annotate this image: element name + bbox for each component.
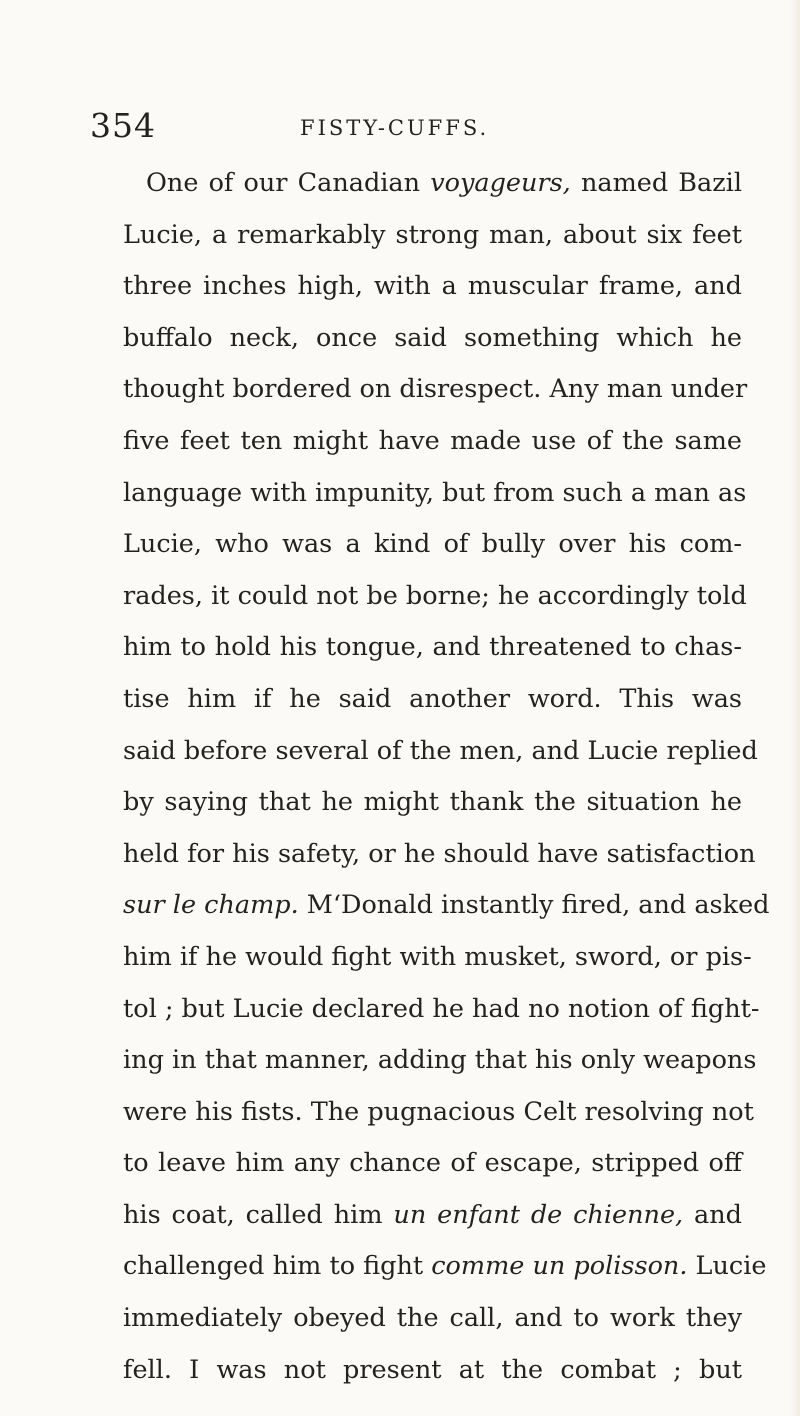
text-line bbox=[123, 519, 742, 571]
text-line bbox=[123, 571, 747, 623]
text-run: held for his safety, or he should have satisfaction bbox=[123, 838, 756, 869]
text-line bbox=[123, 1345, 742, 1397]
text-run: buffalo neck, once said something which he bbox=[123, 322, 742, 353]
text-line bbox=[123, 932, 752, 984]
text-run: tol ; but Lucie declared he had no notion of fight- bbox=[123, 993, 760, 1024]
text-run: challenged him to fight bbox=[123, 1251, 432, 1282]
text-run: three inches high, with a muscular frame, and bbox=[123, 271, 742, 302]
text-run: language with impunity, but from such a man as bbox=[123, 477, 747, 508]
text-run: said before several of the men, and Lucie replied bbox=[123, 735, 758, 766]
italic-phrase: comme un polisson. bbox=[431, 1251, 688, 1282]
italic-phrase: un enfant de chienne, bbox=[393, 1199, 684, 1230]
text-line bbox=[123, 880, 770, 932]
text-run: tise him if he said another word. This was bbox=[123, 683, 742, 714]
text-run: ing in that manner, adding that his only weapons bbox=[123, 1045, 757, 1076]
text-line bbox=[123, 210, 742, 262]
page-number: 354 bbox=[90, 106, 156, 145]
text-line bbox=[123, 1138, 742, 1190]
text-run: thought bordered on disrespect. Any man under bbox=[123, 374, 748, 405]
text-run: fell. I was not present at the combat ; but bbox=[123, 1354, 742, 1385]
text-line bbox=[123, 364, 748, 416]
text-run: his coat, called him bbox=[123, 1199, 394, 1230]
text-run: immediately obeyed the call, and to work they bbox=[123, 1303, 742, 1334]
text-run: and bbox=[683, 1199, 742, 1230]
text-run: to leave him any chance of escape, stripped off bbox=[123, 1148, 742, 1179]
text-run: him to hold his tongue, and threatened to chas- bbox=[123, 632, 742, 663]
text-line bbox=[123, 1035, 757, 1087]
text-line bbox=[123, 1087, 754, 1139]
italic-phrase: voyageurs, bbox=[430, 168, 571, 198]
text-run: by saying that he might thank the situation he bbox=[123, 787, 742, 818]
running-title: FISTY-CUFFS. bbox=[300, 116, 490, 140]
text-line bbox=[123, 777, 742, 829]
body-text bbox=[123, 158, 770, 1396]
text-line bbox=[123, 313, 742, 365]
text-run: were his fists. The pugnacious Celt resolving not bbox=[123, 1096, 754, 1127]
italic-phrase: sur le champ. bbox=[123, 890, 299, 921]
text-run: Lucie, who was a kind of bully over his com- bbox=[123, 529, 742, 560]
text-run: Lucie, a remarkably strong man, about six feet bbox=[123, 219, 742, 250]
text-line bbox=[123, 674, 742, 726]
text-line bbox=[123, 1241, 767, 1293]
text-run: M‘Donald instantly fired, and asked bbox=[298, 890, 770, 921]
text-line bbox=[123, 158, 742, 210]
text-line bbox=[123, 1190, 742, 1242]
text-line bbox=[123, 984, 760, 1036]
text-line bbox=[123, 622, 742, 674]
text-run: him if he would fight with musket, sword, or pis- bbox=[123, 941, 752, 972]
text-line bbox=[123, 1293, 742, 1345]
page-header bbox=[90, 104, 730, 148]
text-run: rades, it could not be borne; he accordingly told bbox=[123, 580, 747, 611]
text-run: named Bazil bbox=[570, 168, 742, 198]
text-run: Lucie bbox=[687, 1251, 767, 1282]
text-line bbox=[123, 726, 758, 778]
text-line bbox=[123, 261, 742, 313]
text-line bbox=[123, 416, 742, 468]
page-edge bbox=[790, 0, 800, 1416]
text-line bbox=[123, 829, 756, 881]
text-line bbox=[123, 468, 747, 520]
text-run: five feet ten might have made use of the same bbox=[123, 425, 742, 456]
text-run: One of our Canadian bbox=[146, 168, 431, 198]
